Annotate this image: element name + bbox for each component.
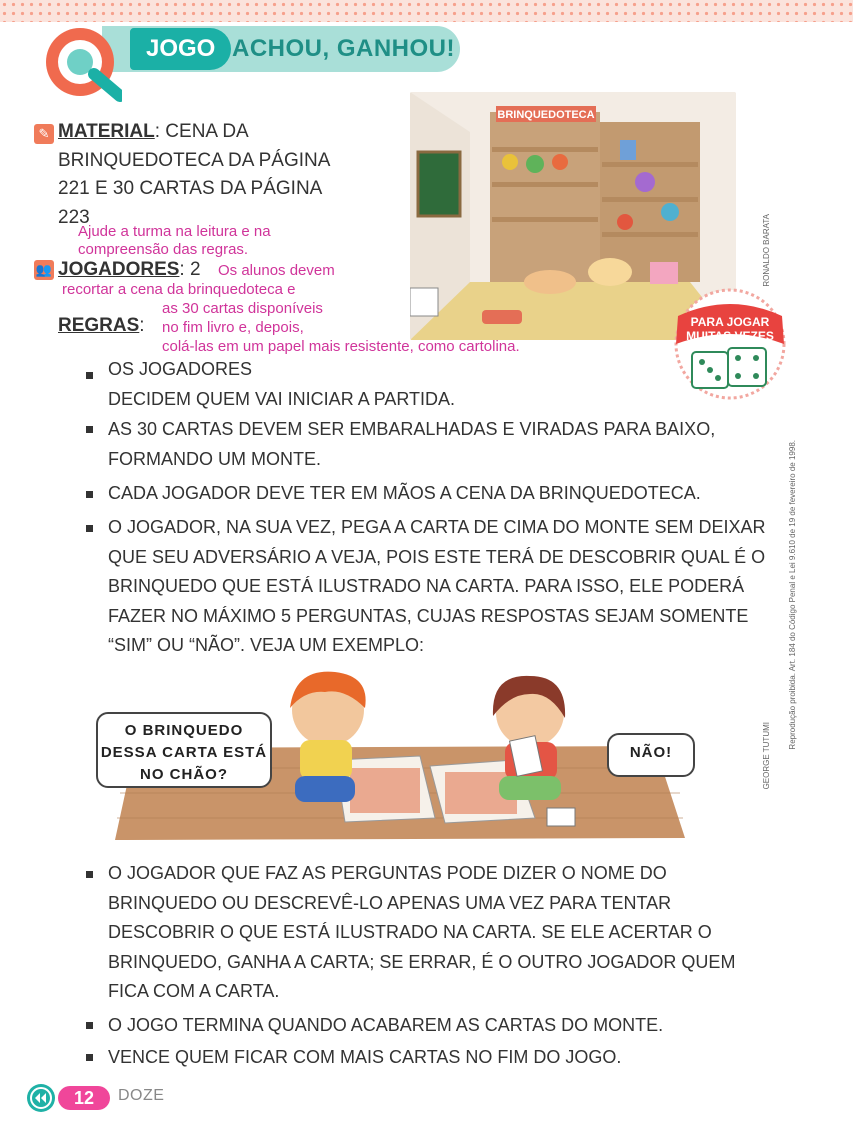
rule-6: O JOGO TERMINA QUANDO ACABAREM AS CARTAS DO MONTE.	[108, 1015, 664, 1035]
rule-5: O JOGADOR QUE FAZ AS PERGUNTAS PODE DIZER O NOME DO BRINQUEDO OU DESCREVÊ-LO APENAS UMA VEZ PARA TENTAR DESCOBRIR O QUE ESTÁ ILUSTRADO NA CARTA. SE ELE ACERTAR O BRINQUEDO, GANHA A CARTA; SE ERRAR, É O OUTRO JOGADOR QUEM FICA COM A CARTA.	[108, 863, 736, 1001]
rule-1-line2: DECIDEM QUEM VAI INICIAR A PARTIDA.	[108, 388, 456, 409]
players-label: JOGADORES	[58, 259, 180, 280]
rules-label: REGRAS	[58, 315, 140, 336]
sign-text: BRINQUEDOTECA	[497, 109, 595, 121]
illustration-credit-2: GEORGE TUTUMI	[762, 722, 771, 790]
bullet	[86, 491, 93, 498]
header	[42, 22, 462, 112]
game-logo-icon	[42, 22, 122, 102]
note1-line2: compreensão das regras.	[78, 241, 249, 258]
teacher-note-1	[78, 223, 271, 259]
reproduction-notice: Reprodução proibida. Art. 184 do Código Penal e Lei 9.610 de 19 de fevereiro de 1998.	[788, 440, 797, 750]
rule-7: VENCE QUEM FICAR COM MAIS CARTAS NO FIM DO JOGO.	[108, 1047, 622, 1067]
badge-line2: MUITAS VEZES	[686, 329, 774, 343]
speech-bubble-question: O BRINQUEDO DESSA CARTA ESTÁ NO CHÃO?	[96, 712, 272, 788]
bullet	[86, 426, 93, 433]
rule-1-line1: OS JOGADORES	[108, 359, 253, 379]
badge-line1: PARA JOGAR	[690, 315, 770, 329]
material-icon: ✎	[34, 124, 54, 144]
bullet	[86, 525, 93, 532]
bullet	[86, 1054, 93, 1061]
players-icon: 👥	[34, 260, 54, 280]
rule-2: AS 30 CARTAS DEVEM SER EMBARALHADAS E VIRADAS PARA BAIXO, FORMANDO UM MONTE.	[108, 419, 716, 469]
teacher-note-2-line5: colá-las em um papel mais resistente, como cartolina.	[162, 338, 520, 355]
page-word: DOZE	[118, 1087, 165, 1104]
rule-1	[108, 355, 788, 414]
rule-3: CADA JOGADOR DEVE TER EM MÃOS A CENA DA BRINQUEDOTECA.	[108, 483, 701, 503]
bullet	[86, 1022, 93, 1029]
bullet	[86, 372, 93, 379]
players-heading	[58, 256, 201, 284]
illustration-credit: RONALDO BARATA	[762, 214, 771, 287]
bullet	[86, 871, 93, 878]
back-icon	[27, 1084, 55, 1112]
teacher-note-2-line2: recortar a cena da brinquedoteca e	[62, 281, 296, 298]
rule-4: O JOGADOR, NA SUA VEZ, PEGA A CARTA DE CIMA DO MONTE SEM DEIXAR QUE SEU ADVERSÁRIO A VEJA, POIS ESTE TERÁ DE DESCOBRIR QUAL É O BRINQUEDO QUE ESTÁ ILUSTRADO NA CARTA. PARA ISSO, ELE PODERÁ FAZER NO MÁXIMO 5 PERGUNTAS, CUJAS RESPOSTAS SEJAM SOMENTE “SIM” OU “NÃO”. VEJA UM EXEMPLO:	[108, 517, 766, 655]
material-text: : CENA DA BRINQUEDOTECA DA PÁGINA 221 E 30 CARTAS DA PÁGINA 223	[58, 121, 330, 228]
top-dotted-band	[0, 0, 853, 22]
header-tag: JOGO	[130, 28, 231, 70]
rules-heading	[58, 312, 145, 340]
players-count: : 2	[179, 259, 201, 280]
note1-line1: Ajude a turma na leitura e na	[78, 223, 271, 240]
material-section	[58, 118, 358, 232]
teacher-note-2-line4: no fim livro e, depois,	[162, 319, 304, 336]
header-title: ACHOU, GANHOU!	[232, 35, 455, 62]
rules-colon: :	[139, 315, 145, 336]
material-label: MATERIAL	[58, 121, 155, 142]
page-number: 12	[58, 1086, 110, 1110]
speech-bubble-answer: NÃO!	[607, 733, 695, 777]
teacher-note-2-line3: as 30 cartas disponíveis	[162, 300, 323, 317]
teacher-note-2-line1: Os alunos devem	[218, 262, 335, 279]
